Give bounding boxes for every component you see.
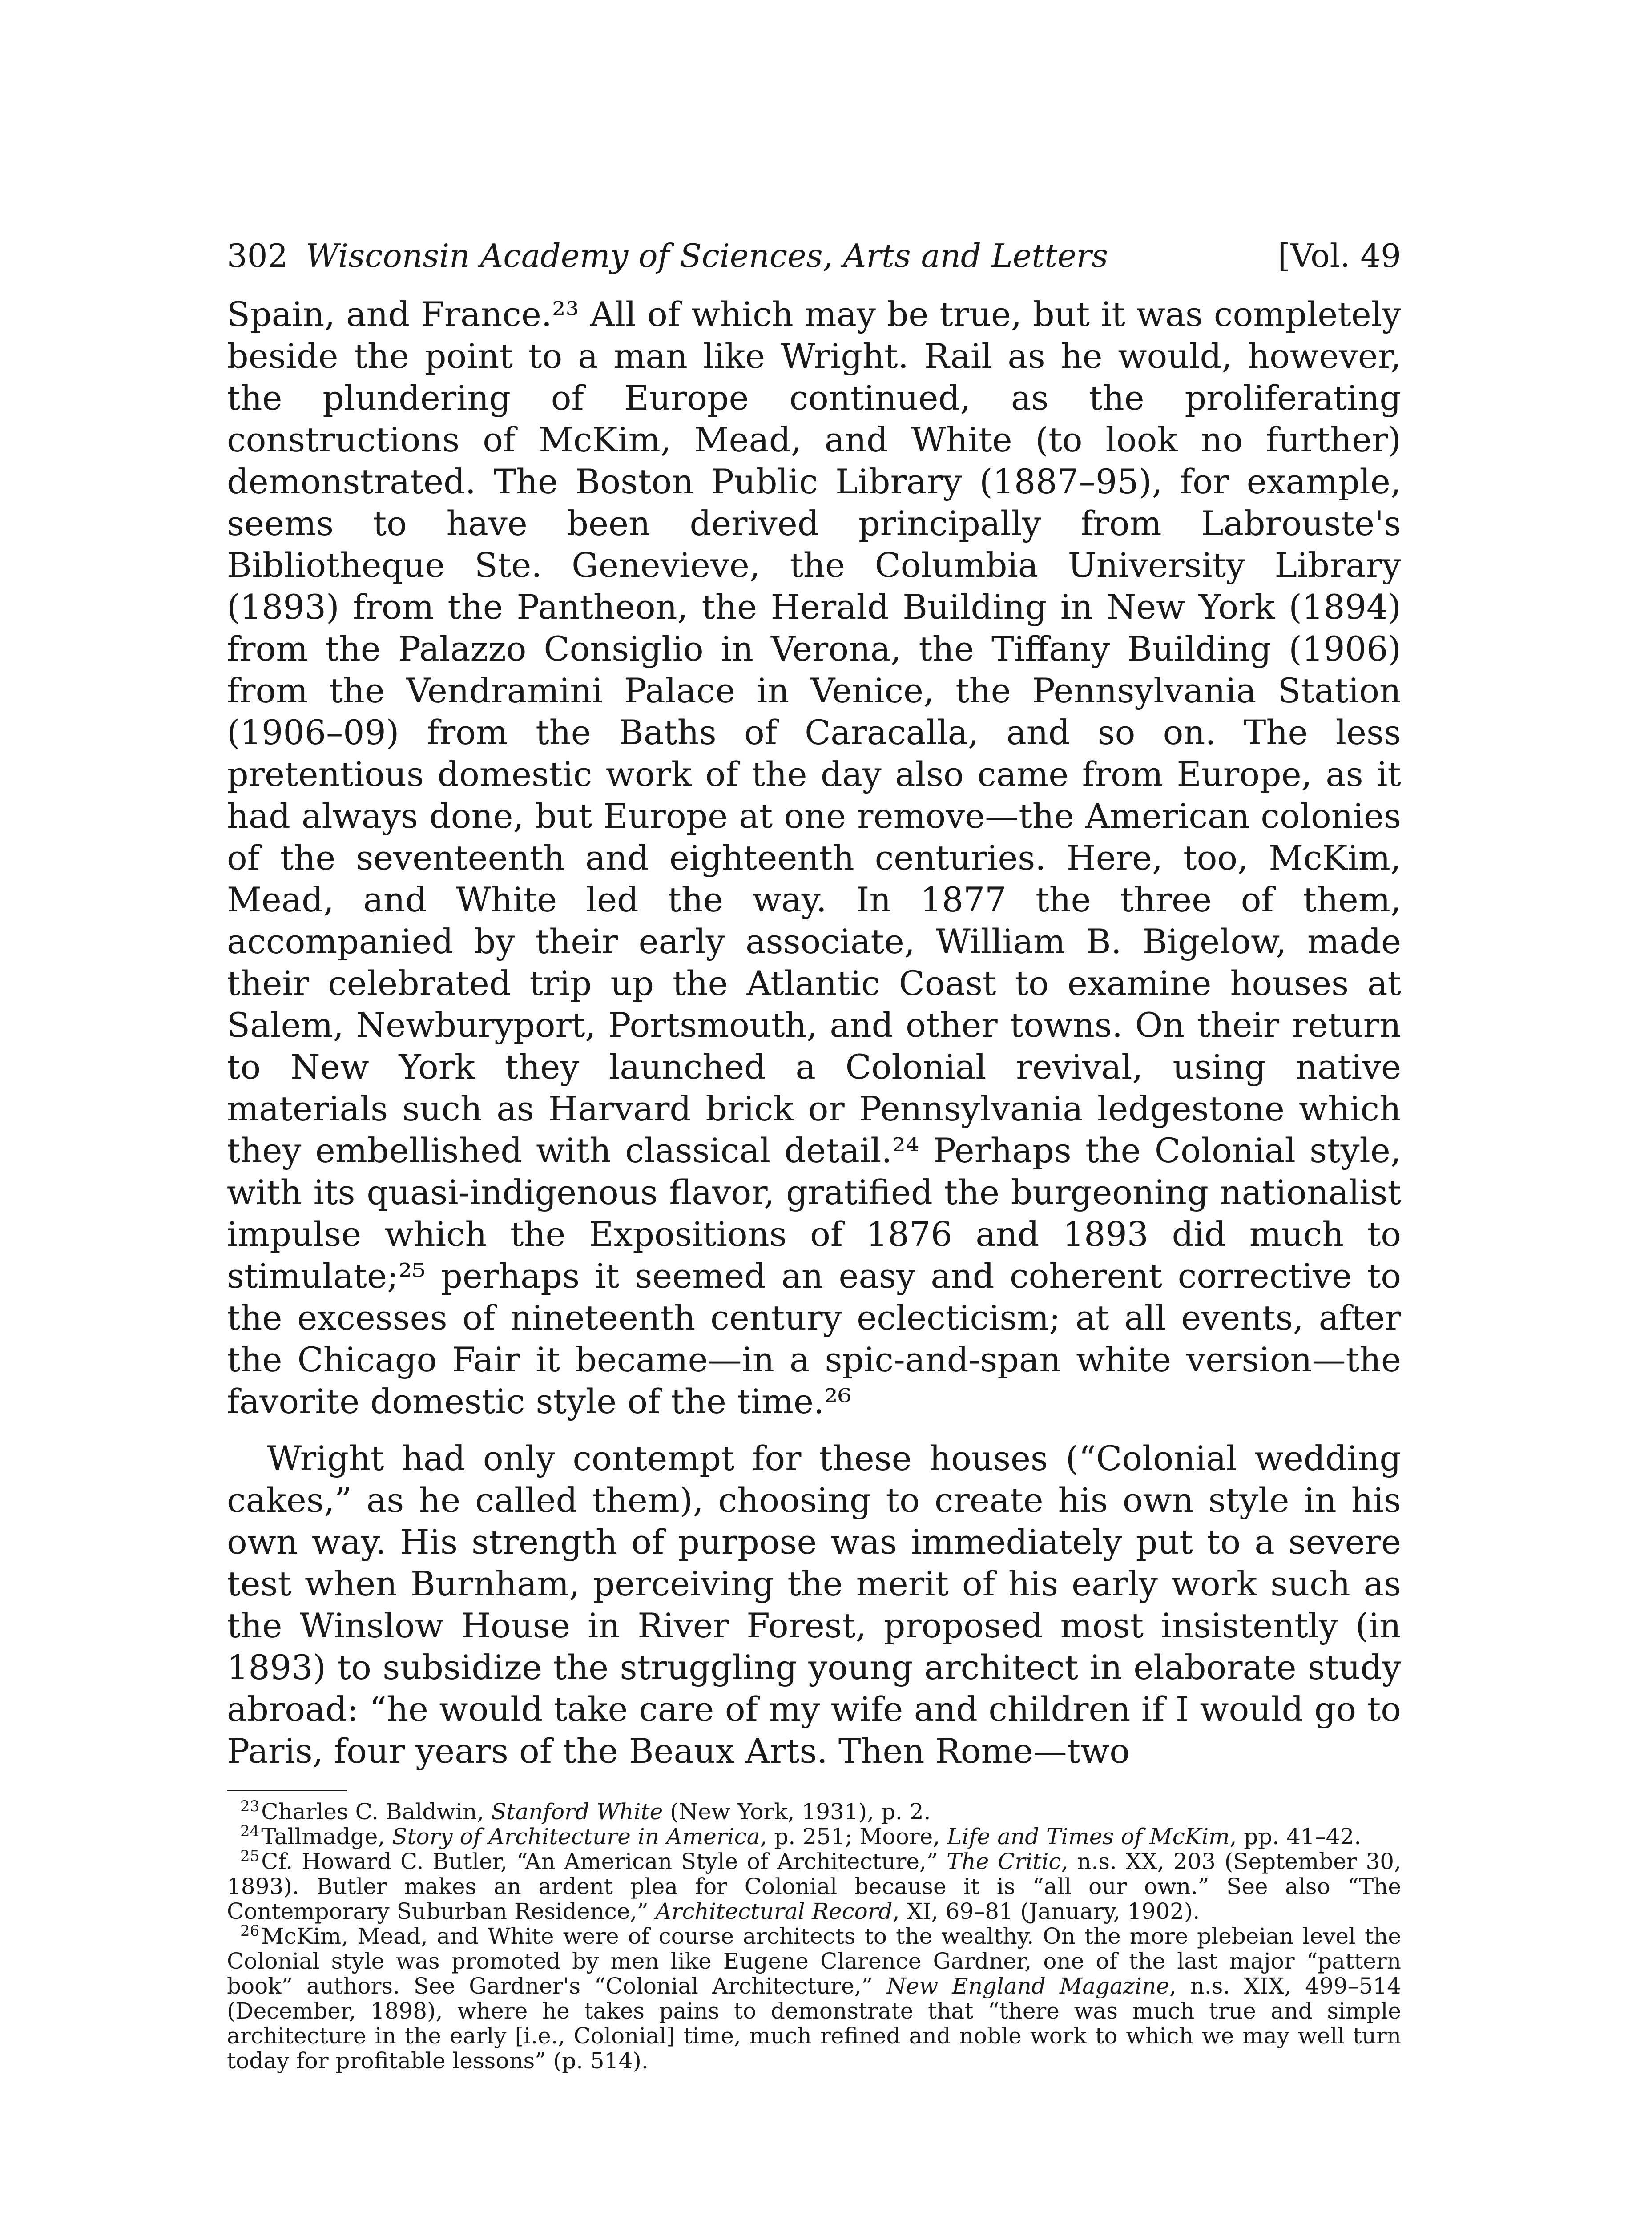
footnote-rule [227,1790,347,1791]
footnote-text: (New York, 1931), p. 2. [663,1799,931,1825]
footnote-text: Cf. Howard C. Butler, “An American Style of Architecture,” [261,1849,947,1874]
footnote-26 [227,1924,1401,2073]
footnote-marker: 26 [240,1922,260,1940]
volume-label: [Vol. 49 [1277,237,1401,274]
footnote-title: New England Magazine [886,1973,1169,1999]
footnote-marker: 23 [240,1797,260,1816]
footnote-title: Life and Times of McKim [947,1824,1230,1849]
footnote-title: Stanford White [491,1799,663,1825]
footnote-text: , n.s. XIX, 499–514 (December, 1898), where he takes pains to demonstrate that “there was much true and simple architecture in the early [i.e., Colonial] time, much refined and noble work to which we may well turn today for profitable lessons” (p. 514). [227,1973,1401,2074]
footnote-23 [227,1799,1401,1824]
footnote-text: Tallmadge, [261,1824,392,1849]
footnote-text: McKim, Mead, and White were of course architects to the wealthy. On the more plebeian level the Colonial style was promoted by men like Eugene Clarence Gardner, one of the last major “pattern book” authors. See Gardner's “Colonial Architecture,” [227,1923,1401,1999]
footnote-text: Charles C. Baldwin, [261,1799,492,1825]
footnote-title: Architectural Record [655,1898,893,1924]
footnote-text: , pp. 41–42. [1229,1824,1362,1849]
running-head [227,231,1401,280]
journal-title: Wisconsin Academy of Sciences, Arts and Letters [306,237,1108,274]
footnote-marker: 25 [240,1847,260,1865]
footnote-24 [227,1824,1401,1849]
footnote-title: The Critic [947,1849,1061,1874]
page [227,231,1401,2073]
footnote-marker: 24 [240,1822,260,1841]
footnote-title: Story of Architecture in America [392,1824,760,1849]
body-paragraph-1: Spain, and France.²³ All of which may be true, but it was completely beside the point to a man like Wright. Rail as he would, however, the plundering of Europe continued, as the proliferating constructions of McKim, Mead, and White (to look no further) demonstrated. The Boston Public Library (1887–95), for example, seems to have been derived principally from Labrouste's Bibliotheque Ste. Genevieve, the Columbia University Library (1893) from the Pantheon, the Herald Building in New York (1894) from the Palazzo Consiglio in Verona, the Tiffany Building (1906) from the Vendramini Palace in Venice, the Pennsylvania Station (1906–09) from the Baths of Caracalla, and so on. The less pretentious domestic work of the day also came from Europe, as it had always done, but Europe at one remove—the American colonies of the seventeenth and eighteenth centuries. Here, too, McKim, Mead, and White led the way. In 1877 the three of them, accompanied by their early associate, William B. Bigelow, made their celebrated trip up the Atlantic Coast to examine houses at Salem, Newburyport, Portsmouth, and other towns. On their return to New York they launched a Colonial revival, using native materials such as Harvard brick or Pennsylvania ledgestone which they embellished with classical detail.²⁴ Perhaps the Colonial style, with its quasi-indigenous flavor, gratified the burgeoning nationalist impulse which the Expositions of 1876 and 1893 did much to stimulate;²⁵ perhaps it seemed an easy and coherent corrective to the excesses of nineteenth century eclecticism; at all events, after the Chicago Fair it became—in a spic-and-span white version—the favorite domestic style of the time.²⁶ [227,294,1401,1421]
body-paragraph-2: Wright had only contempt for these houses (“Colonial wedding cakes,” as he called them), choosing to create his own style in his own way. His strength of purpose was immediately put to a severe test when Burnham, perceiving the merit of his early work such as the Winslow House in River Forest, proposed most insistently (in 1893) to subsidize the struggling young architect in elaborate study abroad: “he would take care of my wife and children if I would go to Paris, four years of the Beaux Arts. Then Rome—two [227,1438,1401,1771]
footnote-text: , XI, 69–81 (January, 1902). [892,1898,1200,1924]
footnote-25 [227,1849,1401,1924]
footnote-text: , n.s. XX, 203 (September 30, 1893). Butler makes an ardent plea for Colonial because it is “all our own.” See also “The Contemporary Suburban Residence,” [227,1849,1401,1924]
footnote-text: , p. 251; Moore, [760,1824,947,1849]
page-number: 302 [227,237,288,274]
